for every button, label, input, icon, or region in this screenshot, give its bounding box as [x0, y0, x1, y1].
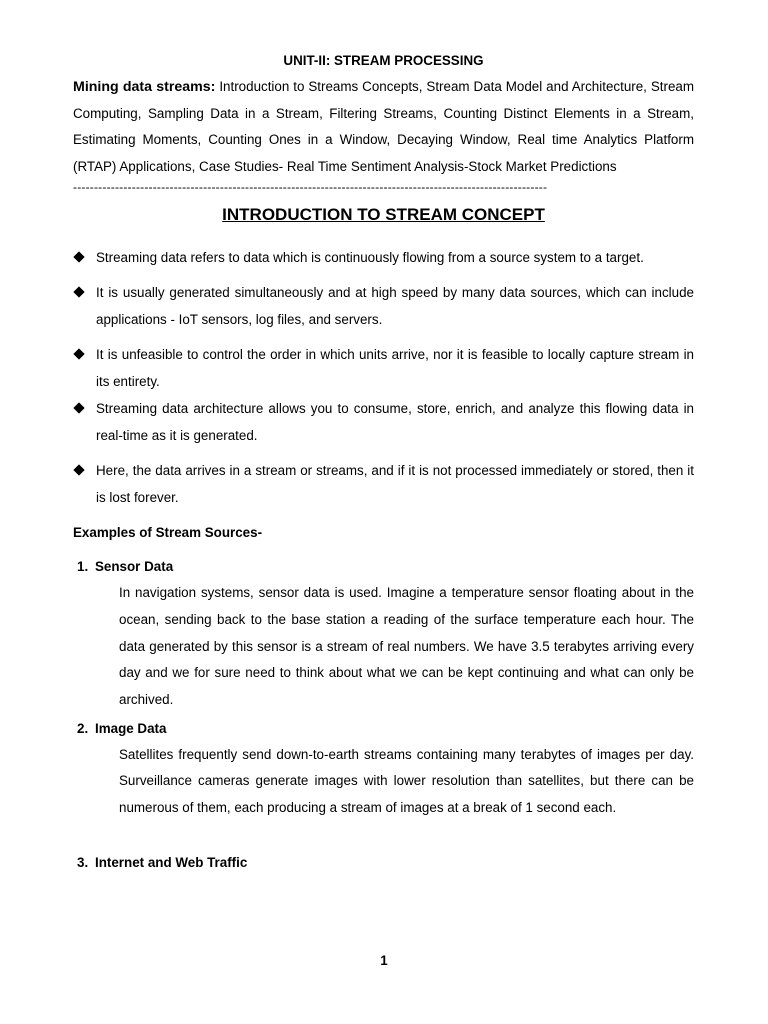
- separator-line: -----------------------------------------------------------------------------------------------------------------: [73, 180, 548, 194]
- example-number: 3.: [77, 854, 89, 870]
- bullet-text: Streaming data architecture allows you to consume, store, enrich, and analyze this flowing data in real-time as it is generated.: [96, 400, 694, 443]
- bullet-item: [73, 245, 694, 272]
- diamond-bullet-icon: [73, 287, 84, 298]
- diamond-bullet-icon: [73, 464, 84, 475]
- example-number: 1.: [77, 559, 89, 575]
- bullet-text: Streaming data refers to data which is continuously flowing from a source system to a target.: [96, 250, 644, 265]
- example-body: Satellites frequently send down-to-earth streams containing many terabytes of images per day. Surveillance cameras generate images with lower resolution than satellites, but there can be numerous of them, each producing a stream of images at a break of 1 second each.: [119, 746, 694, 816]
- unit-title: UNIT-II: STREAM PROCESSING: [283, 53, 484, 68]
- example-item: [73, 850, 694, 876]
- diamond-bullet-icon: [73, 251, 84, 262]
- section-title: INTRODUCTION TO STREAM CONCEPT: [222, 205, 545, 224]
- example-heading: [73, 554, 694, 580]
- example-title: Internet and Web Traffic: [95, 854, 248, 870]
- diamond-bullet-icon: [73, 402, 84, 413]
- bullet-text: It is usually generated simultaneously and at high speed by many data sources, which can include applications - IoT sensors, log files, and servers.: [96, 285, 694, 328]
- document-page: [73, 50, 694, 876]
- example-heading: [73, 850, 694, 876]
- bullet-item: [73, 396, 694, 450]
- examples-heading: Examples of Stream Sources-: [73, 525, 263, 541]
- bullet-list: [73, 245, 694, 512]
- syllabus-lead: Mining data streams:: [73, 79, 216, 95]
- bullet-item: [73, 280, 694, 334]
- bullet-item: [73, 342, 694, 396]
- bullet-item: [73, 458, 694, 512]
- syllabus-paragraph: [73, 74, 694, 180]
- example-heading: [73, 716, 694, 742]
- bullet-text: Here, the data arrives in a stream or streams, and if it is not processed immediately or stored, then it is lost forever.: [96, 463, 694, 505]
- page-number: 1: [380, 953, 388, 968]
- example-title: Sensor Data: [95, 559, 174, 575]
- bullet-text: It is unfeasible to control the order in which units arrive, nor it is feasible to locally capture stream in its entirety.: [96, 347, 694, 390]
- syllabus-text: Introduction to Streams Concepts, Stream Data Model and Architecture, Stream Computing, Sampling Data in a Stream, Filtering Streams, Counting Distinct Elements in a Stream, Estimating Moments, Counting Ones in a Window, Decaying Window, Real time Analytics Platform (RTAP) Applications, Case Studies- Real Time Sentiment Analysis-Stock Market Predictions: [73, 79, 695, 174]
- diamond-bullet-icon: [73, 349, 84, 360]
- example-body: In navigation systems, sensor data is used. Imagine a temperature sensor floating about in the ocean, sending back to the base station a reading of the surface temperature each hour. The data generated by this sensor is a stream of real numbers. We have 3.5 terabytes arriving every day and we for sure need to think about what we can be kept continuing and what can only be archived.: [119, 585, 694, 707]
- example-item: [73, 554, 694, 714]
- example-title: Image Data: [95, 720, 167, 736]
- example-item: [73, 716, 694, 822]
- example-number: 2.: [77, 720, 89, 736]
